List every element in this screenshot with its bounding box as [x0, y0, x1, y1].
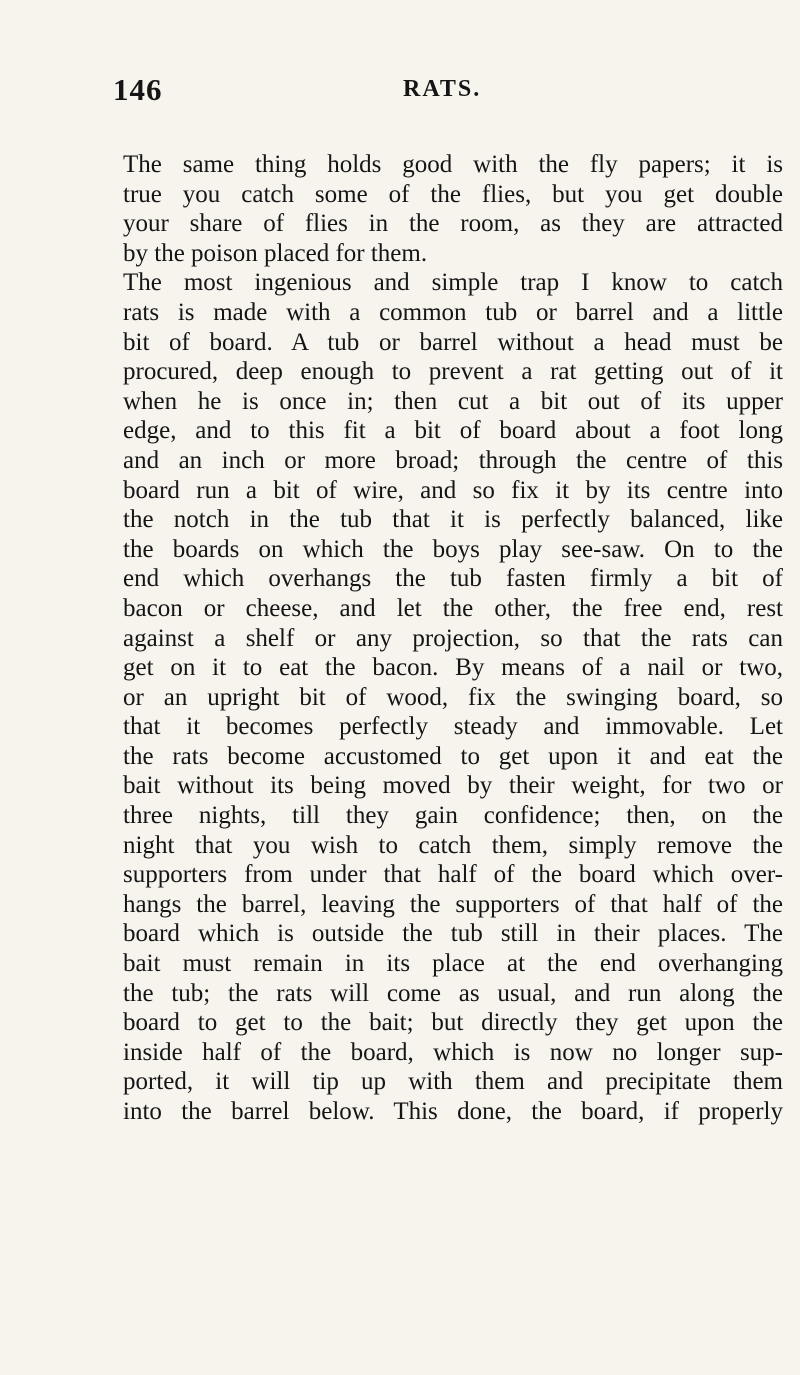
text-line: true you catch some of the flies, but you get double [123, 180, 783, 208]
text-line: bait without its being moved by their weight, for two or [123, 772, 783, 800]
text-line: ported, it will tip up with them and precipitate them [123, 1068, 783, 1096]
text-line: hangs the barrel, leaving the supporters of that half of the [123, 890, 783, 918]
text-line: board to get to the bait; but directly they get upon the [123, 1009, 783, 1037]
text-line: the notch in the tub that it is perfectly balanced, like [123, 506, 783, 534]
text-line: three nights, till they gain confidence; then, on the [123, 802, 783, 830]
text-line: get on it to eat the bacon. By means of a nail or two, [123, 654, 783, 682]
text-line: inside half of the board, which is now no longer sup- [123, 1038, 783, 1066]
text-line: procured, deep enough to prevent a rat getting out of it [123, 358, 783, 386]
text-line: The same thing holds good with the fly papers; it is [123, 151, 783, 178]
text-line: board run a bit of wire, and so fix it by its centre into [123, 476, 783, 504]
text-line: board which is outside the tub still in their places. The [123, 920, 783, 948]
text-line: your share of flies in the room, as they are attracted [123, 210, 783, 238]
text-line: when he is once in; then cut a bit out of its upper [123, 387, 783, 415]
text-line: by the poison placed for them. [123, 239, 428, 267]
text-line: rats is made with a common tub or barrel and a little [123, 298, 783, 326]
text-line: or an upright bit of wood, fix the swinging board, so [123, 683, 783, 711]
body-text [123, 150, 783, 1127]
text-line: bit of board. A tub or barrel without a head must be [123, 328, 783, 356]
text-line: that it becomes perfectly steady and immovable. Let [123, 713, 783, 741]
running-title: RATS. [403, 76, 482, 102]
text-line: The most ingenious and simple trap I know to catch [123, 269, 783, 297]
text-line: bait must remain in its place at the end overhanging [123, 950, 783, 978]
text-line: into the barrel below. This done, the board, if properly [123, 1098, 783, 1125]
text-line: bacon or cheese, and let the other, the free end, rest [123, 594, 783, 622]
text-line: against a shelf or any projection, so that the rats can [123, 624, 783, 652]
text-line: supporters from under that half of the board which over- [123, 861, 783, 889]
text-line: the tub; the rats will come as usual, and run along the [123, 979, 783, 1007]
text-line: edge, and to this fit a bit of board about a foot long [123, 417, 783, 445]
text-line: the rats become accustomed to get upon it and eat the [123, 742, 783, 770]
text-line: end which overhangs the tub fasten firmly a bit of [123, 565, 783, 593]
text-line: and an inch or more broad; through the centre of this [123, 446, 783, 474]
text-line: night that you wish to catch them, simply remove the [123, 831, 783, 859]
text-line: the boards on which the boys play see-saw. On to the [123, 535, 783, 563]
page-number: 146 [113, 72, 163, 107]
running-head [113, 72, 693, 108]
